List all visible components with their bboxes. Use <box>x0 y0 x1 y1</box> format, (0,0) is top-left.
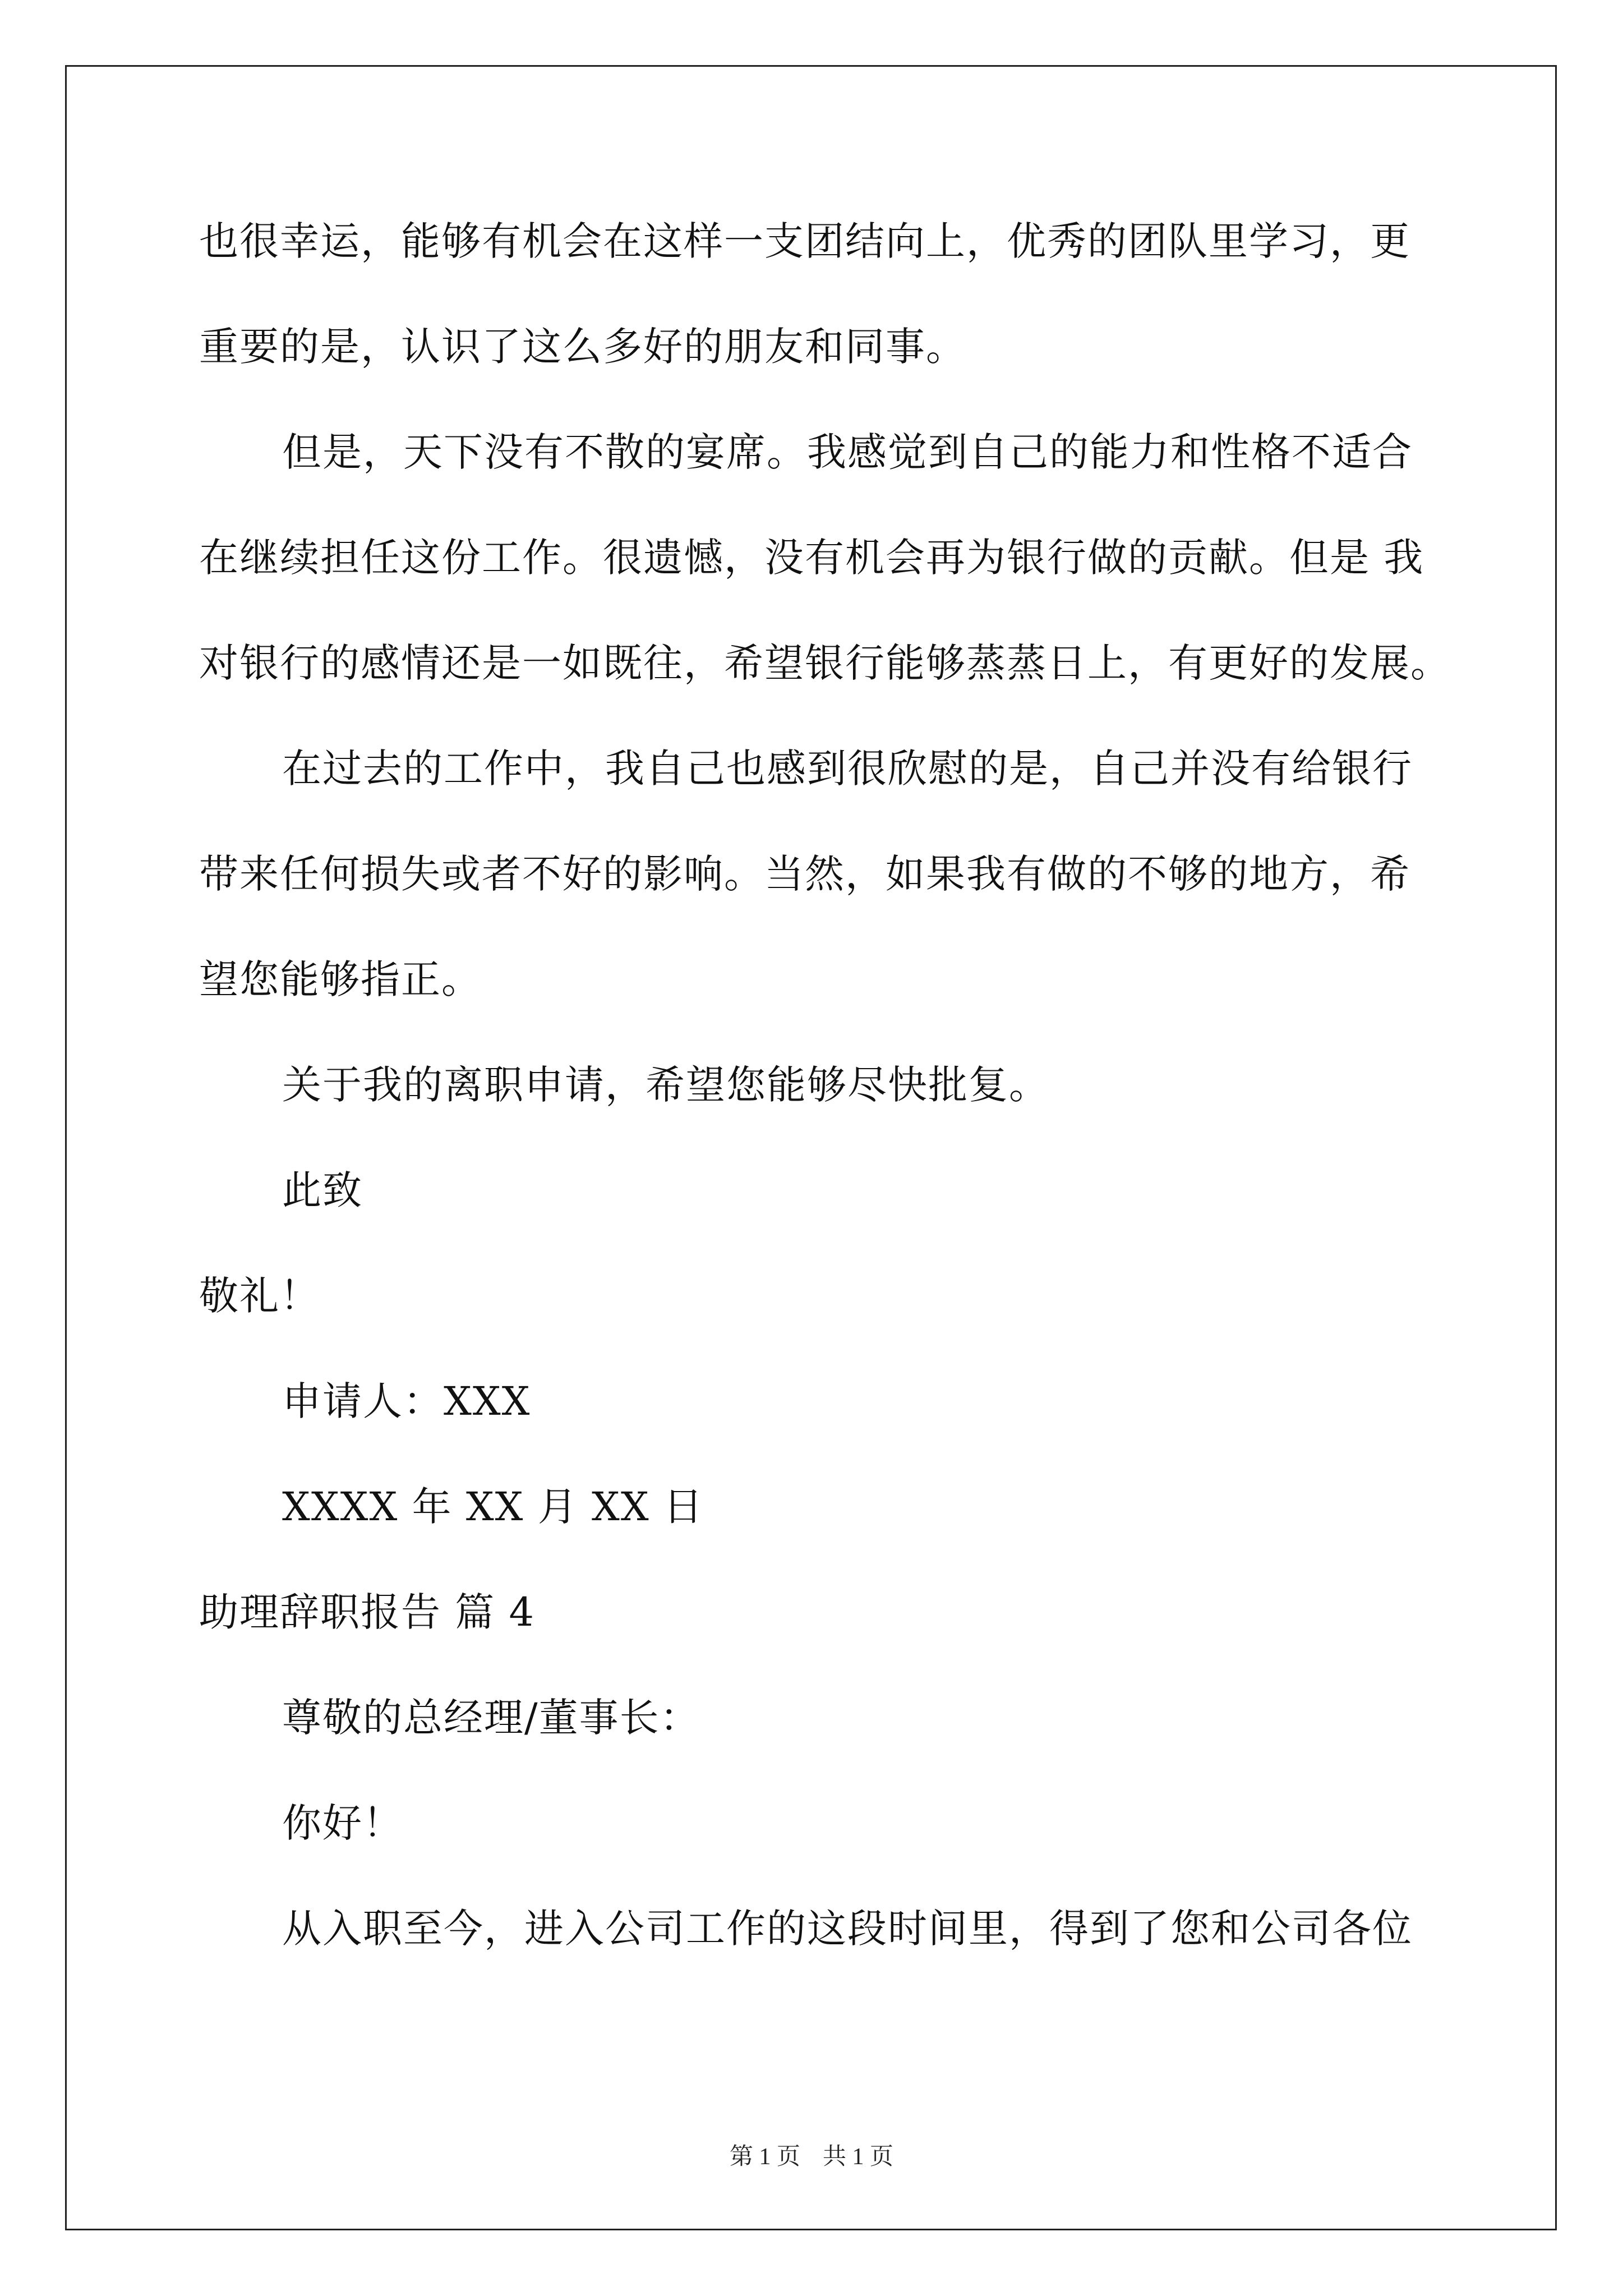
paragraph-line: 重要的是，认识了这么多好的朋友和同事。 <box>199 324 966 370</box>
paragraph-line: 望您能够指正。 <box>199 956 482 1002</box>
date-line: XXXX 年 XX 月 XX 日 <box>282 1484 704 1530</box>
greeting-line: 尊敬的总经理/董事长： <box>282 1695 700 1741</box>
page-footer <box>0 2140 1623 2174</box>
greeting-line: 你好！ <box>282 1800 403 1846</box>
paragraph-line: 关于我的离职申请，希望您能够尽快批复。 <box>282 1062 1049 1108</box>
page-number: 第 1 页 <box>729 2144 800 2170</box>
closing-line: 此致 <box>282 1167 363 1213</box>
paragraph-line: 带来任何损失或者不好的影响。当然，如果我有做的不够的地方，希 <box>199 851 1410 897</box>
paragraph-line: 从入职至今，进入公司工作的这段时间里，得到了您和公司各位 <box>282 1906 1413 1952</box>
paragraph-line: 对银行的感情还是一如既往，希望银行能够蒸蒸日上，有更好的发展。 <box>199 640 1451 686</box>
section-heading: 助理辞职报告 篇 4 <box>199 1589 536 1635</box>
total-pages: 共 1 页 <box>823 2144 894 2170</box>
closing-salutation: 敬礼！ <box>199 1273 320 1319</box>
signature-line: 申请人：XXX <box>282 1378 531 1424</box>
paragraph-line: 但是，天下没有不散的宴席。我感觉到自己的能力和性格不适合 <box>282 429 1413 475</box>
paragraph-line: 也很幸运，能够有机会在这样一支团结向上，优秀的团队里学习，更 <box>199 218 1410 264</box>
paragraph-line: 在过去的工作中，我自己也感到很欣慰的是，自己并没有给银行 <box>282 746 1413 792</box>
paragraph-line: 在继续担任这份工作。很遗憾，没有机会再为银行做的贡献。但是 我 <box>199 535 1424 581</box>
